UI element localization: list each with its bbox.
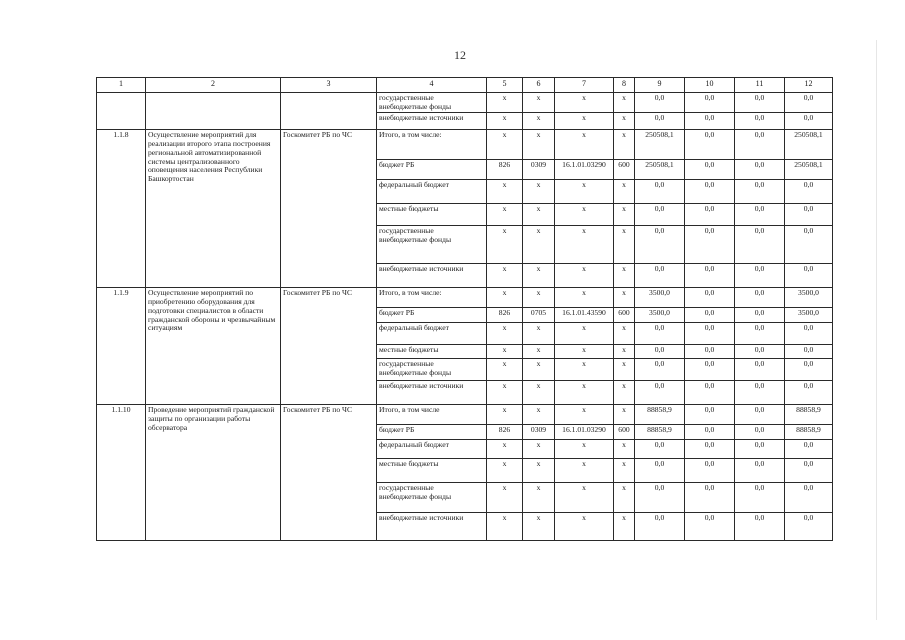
budget-table bbox=[96, 77, 833, 541]
value-cell-c9: 0,0 bbox=[635, 359, 685, 381]
value-cell-c7: х bbox=[555, 381, 614, 405]
funding-source-cell: федеральный бюджет bbox=[377, 323, 487, 345]
value-cell-c6: х bbox=[523, 130, 555, 160]
header-cell: 12 bbox=[785, 78, 833, 93]
measure-title-cell: Осуществление мероприятий для реализации второго этапа построения региональной автоматизированной системы централизованного оповещения населения Республики Башкортостан bbox=[146, 130, 281, 288]
value-cell-c8: 600 bbox=[614, 425, 635, 440]
measure-number-cell: 1.1.8 bbox=[97, 130, 146, 288]
value-cell-c9: 250508,1 bbox=[635, 160, 685, 180]
header-cell: 4 bbox=[377, 78, 487, 93]
header-cell: 7 bbox=[555, 78, 614, 93]
value-cell-c5: х bbox=[487, 459, 523, 483]
value-cell-c11: 0,0 bbox=[735, 405, 785, 425]
num-cell bbox=[97, 93, 146, 130]
table-row bbox=[97, 405, 833, 425]
executor-cell: Госкомитет РБ по ЧС bbox=[281, 288, 377, 405]
value-cell-c6: х bbox=[523, 113, 555, 130]
value-cell-c9: 88858,9 bbox=[635, 405, 685, 425]
value-cell-c11: 0,0 bbox=[735, 264, 785, 288]
value-cell-c7: х bbox=[555, 459, 614, 483]
value-cell-c12: 0,0 bbox=[785, 513, 833, 541]
value-cell-c11: 0,0 bbox=[735, 93, 785, 113]
value-cell-c7: х bbox=[555, 226, 614, 264]
value-cell-c7: х bbox=[555, 93, 614, 113]
value-cell-c9: 0,0 bbox=[635, 483, 685, 513]
value-cell-c5: х bbox=[487, 180, 523, 204]
title-cell bbox=[146, 93, 281, 130]
value-cell-c7: 16.1.01.03290 bbox=[555, 160, 614, 180]
value-cell-c6: х bbox=[523, 204, 555, 226]
value-cell-c12: 0,0 bbox=[785, 440, 833, 459]
value-cell-c10: 0,0 bbox=[685, 405, 735, 425]
value-cell-c5: х bbox=[487, 345, 523, 359]
value-cell-c10: 0,0 bbox=[685, 483, 735, 513]
value-cell-c12: 0,0 bbox=[785, 180, 833, 204]
value-cell-c12: 3500,0 bbox=[785, 308, 833, 323]
value-cell-c11: 0,0 bbox=[735, 288, 785, 308]
value-cell-c5: 826 bbox=[487, 425, 523, 440]
funding-source-cell: местные бюджеты bbox=[377, 459, 487, 483]
value-cell-c11: 0,0 bbox=[735, 180, 785, 204]
funding-source-cell: внебюджетные источники bbox=[377, 513, 487, 541]
value-cell-c6: х bbox=[523, 226, 555, 264]
value-cell-c9: 0,0 bbox=[635, 226, 685, 264]
value-cell-c9: 0,0 bbox=[635, 459, 685, 483]
value-cell-c11: 0,0 bbox=[735, 359, 785, 381]
value-cell-c12: 0,0 bbox=[785, 93, 833, 113]
page-number: 12 bbox=[454, 48, 466, 62]
value-cell-c12: 250508,1 bbox=[785, 130, 833, 160]
value-cell-c5: х bbox=[487, 113, 523, 130]
value-cell-c8: х bbox=[614, 204, 635, 226]
value-cell-c7: х bbox=[555, 113, 614, 130]
budget-table-container bbox=[96, 77, 832, 541]
executor-cell: Госкомитет РБ по ЧС bbox=[281, 405, 377, 541]
value-cell-c10: 0,0 bbox=[685, 93, 735, 113]
value-cell-c9: 0,0 bbox=[635, 513, 685, 541]
value-cell-c10: 0,0 bbox=[685, 180, 735, 204]
value-cell-c12: 3500,0 bbox=[785, 288, 833, 308]
value-cell-c6: х bbox=[523, 264, 555, 288]
value-cell-c8: х bbox=[614, 345, 635, 359]
value-cell-c8: х bbox=[614, 323, 635, 345]
value-cell-c8: х bbox=[614, 180, 635, 204]
value-cell-c8: х bbox=[614, 405, 635, 425]
value-cell-c12: 88858,9 bbox=[785, 425, 833, 440]
value-cell-c10: 0,0 bbox=[685, 113, 735, 130]
value-cell-c5: х bbox=[487, 93, 523, 113]
funding-source-cell: бюджет РБ bbox=[377, 160, 487, 180]
value-cell-c6: х bbox=[523, 345, 555, 359]
value-cell-c5: 826 bbox=[487, 308, 523, 323]
value-cell-c8: х bbox=[614, 381, 635, 405]
value-cell-c7: х bbox=[555, 483, 614, 513]
value-cell-c11: 0,0 bbox=[735, 483, 785, 513]
value-cell-c8: х bbox=[614, 288, 635, 308]
value-cell-c5: х bbox=[487, 405, 523, 425]
value-cell-c9: 0,0 bbox=[635, 93, 685, 113]
value-cell-c6: х bbox=[523, 323, 555, 345]
header-cell: 8 bbox=[614, 78, 635, 93]
funding-source-cell: государственные внебюджетные фонды bbox=[377, 226, 487, 264]
value-cell-c7: 16.1.01.03290 bbox=[555, 425, 614, 440]
funding-source-cell: местные бюджеты bbox=[377, 345, 487, 359]
value-cell-c9: 0,0 bbox=[635, 440, 685, 459]
value-cell-c6: х bbox=[523, 359, 555, 381]
value-cell-c7: х bbox=[555, 288, 614, 308]
funding-source-cell: бюджет РБ bbox=[377, 308, 487, 323]
funding-source-cell: внебюджетные источники bbox=[377, 113, 487, 130]
value-cell-c9: 88858,9 bbox=[635, 425, 685, 440]
value-cell-c12: 88858,9 bbox=[785, 405, 833, 425]
table-row bbox=[97, 130, 833, 160]
value-cell-c10: 0,0 bbox=[685, 440, 735, 459]
value-cell-c6: х bbox=[523, 288, 555, 308]
value-cell-c11: 0,0 bbox=[735, 204, 785, 226]
value-cell-c8: х bbox=[614, 483, 635, 513]
funding-source-cell: внебюджетные источники bbox=[377, 381, 487, 405]
value-cell-c7: х bbox=[555, 323, 614, 345]
value-cell-c5: х bbox=[487, 381, 523, 405]
value-cell-c11: 0,0 bbox=[735, 345, 785, 359]
scan-edge-line bbox=[876, 40, 877, 620]
header-cell: 5 bbox=[487, 78, 523, 93]
value-cell-c7: х bbox=[555, 204, 614, 226]
value-cell-c10: 0,0 bbox=[685, 459, 735, 483]
value-cell-c9: 3500,0 bbox=[635, 308, 685, 323]
value-cell-c9: 0,0 bbox=[635, 180, 685, 204]
value-cell-c11: 0,0 bbox=[735, 308, 785, 323]
value-cell-c12: 0,0 bbox=[785, 345, 833, 359]
value-cell-c8: х bbox=[614, 440, 635, 459]
funding-source-cell: федеральный бюджет bbox=[377, 180, 487, 204]
measure-number-cell: 1.1.9 bbox=[97, 288, 146, 405]
header-cell: 1 bbox=[97, 78, 146, 93]
value-cell-c5: х bbox=[487, 513, 523, 541]
value-cell-c6: 0309 bbox=[523, 425, 555, 440]
value-cell-c11: 0,0 bbox=[735, 113, 785, 130]
value-cell-c11: 0,0 bbox=[735, 323, 785, 345]
value-cell-c10: 0,0 bbox=[685, 323, 735, 345]
value-cell-c9: 0,0 bbox=[635, 323, 685, 345]
value-cell-c9: 250508,1 bbox=[635, 130, 685, 160]
header-cell: 11 bbox=[735, 78, 785, 93]
value-cell-c5: х bbox=[487, 359, 523, 381]
measure-number-cell: 1.1.10 bbox=[97, 405, 146, 541]
header-cell: 6 bbox=[523, 78, 555, 93]
value-cell-c10: 0,0 bbox=[685, 425, 735, 440]
value-cell-c5: х bbox=[487, 226, 523, 264]
header-cell: 9 bbox=[635, 78, 685, 93]
funding-source-cell: государственные внебюджетные фонды bbox=[377, 93, 487, 113]
value-cell-c10: 0,0 bbox=[685, 345, 735, 359]
value-cell-c12: 0,0 bbox=[785, 359, 833, 381]
value-cell-c10: 0,0 bbox=[685, 130, 735, 160]
value-cell-c9: 0,0 bbox=[635, 204, 685, 226]
measure-title-cell: Осуществление мероприятий по приобретению оборудования для подготовки специалистов в области гражданской обороны и чрезвычайным ситуациям bbox=[146, 288, 281, 405]
header-cell: 3 bbox=[281, 78, 377, 93]
value-cell-c11: 0,0 bbox=[735, 130, 785, 160]
table-row bbox=[97, 93, 833, 113]
value-cell-c5: х bbox=[487, 440, 523, 459]
value-cell-c5: х bbox=[487, 288, 523, 308]
value-cell-c9: 0,0 bbox=[635, 264, 685, 288]
value-cell-c11: 0,0 bbox=[735, 440, 785, 459]
value-cell-c5: х bbox=[487, 323, 523, 345]
value-cell-c5: 826 bbox=[487, 160, 523, 180]
value-cell-c10: 0,0 bbox=[685, 381, 735, 405]
funding-source-cell: местные бюджеты bbox=[377, 204, 487, 226]
value-cell-c12: 0,0 bbox=[785, 381, 833, 405]
value-cell-c9: 0,0 bbox=[635, 113, 685, 130]
budget-table-body bbox=[97, 78, 833, 541]
value-cell-c10: 0,0 bbox=[685, 513, 735, 541]
value-cell-c10: 0,0 bbox=[685, 308, 735, 323]
value-cell-c6: 0705 bbox=[523, 308, 555, 323]
value-cell-c8: х bbox=[614, 113, 635, 130]
header-cell: 2 bbox=[146, 78, 281, 93]
value-cell-c7: х bbox=[555, 130, 614, 160]
value-cell-c8: 600 bbox=[614, 308, 635, 323]
value-cell-c7: х bbox=[555, 345, 614, 359]
value-cell-c8: х bbox=[614, 459, 635, 483]
funding-source-cell: федеральный бюджет bbox=[377, 440, 487, 459]
executor-cell bbox=[281, 93, 377, 130]
value-cell-c10: 0,0 bbox=[685, 359, 735, 381]
value-cell-c11: 0,0 bbox=[735, 381, 785, 405]
value-cell-c8: х bbox=[614, 513, 635, 541]
value-cell-c8: х bbox=[614, 226, 635, 264]
value-cell-c6: х bbox=[523, 405, 555, 425]
value-cell-c10: 0,0 bbox=[685, 160, 735, 180]
value-cell-c6: х bbox=[523, 381, 555, 405]
header-cell: 10 bbox=[685, 78, 735, 93]
funding-source-cell: государственные внебюджетные фонды bbox=[377, 359, 487, 381]
funding-source-cell: Итого, в том числе: bbox=[377, 130, 487, 160]
value-cell-c11: 0,0 bbox=[735, 226, 785, 264]
value-cell-c5: х bbox=[487, 130, 523, 160]
value-cell-c7: х bbox=[555, 180, 614, 204]
value-cell-c8: х bbox=[614, 359, 635, 381]
funding-source-cell: Итого, в том числе bbox=[377, 405, 487, 425]
value-cell-c12: 0,0 bbox=[785, 323, 833, 345]
value-cell-c11: 0,0 bbox=[735, 513, 785, 541]
value-cell-c7: х bbox=[555, 405, 614, 425]
value-cell-c6: х bbox=[523, 459, 555, 483]
value-cell-c5: х bbox=[487, 483, 523, 513]
measure-title-cell: Проведение мероприятий гражданской защиты по организации работы обсерватора bbox=[146, 405, 281, 541]
value-cell-c9: 0,0 bbox=[635, 345, 685, 359]
funding-source-cell: Итого, в том числе: bbox=[377, 288, 487, 308]
value-cell-c5: х bbox=[487, 264, 523, 288]
table-row bbox=[97, 288, 833, 308]
value-cell-c11: 0,0 bbox=[735, 459, 785, 483]
value-cell-c12: 0,0 bbox=[785, 113, 833, 130]
funding-source-cell: государственные внебюджетные фонды bbox=[377, 483, 487, 513]
value-cell-c12: 0,0 bbox=[785, 264, 833, 288]
value-cell-c7: 16.1.01.43590 bbox=[555, 308, 614, 323]
value-cell-c6: х bbox=[523, 483, 555, 513]
value-cell-c10: 0,0 bbox=[685, 264, 735, 288]
value-cell-c12: 250508,1 bbox=[785, 160, 833, 180]
funding-source-cell: внебюджетные источники bbox=[377, 264, 487, 288]
value-cell-c9: 3500,0 bbox=[635, 288, 685, 308]
value-cell-c10: 0,0 bbox=[685, 226, 735, 264]
value-cell-c12: 0,0 bbox=[785, 226, 833, 264]
value-cell-c8: х bbox=[614, 130, 635, 160]
funding-source-cell: бюджет РБ bbox=[377, 425, 487, 440]
value-cell-c8: х bbox=[614, 93, 635, 113]
value-cell-c7: х bbox=[555, 359, 614, 381]
value-cell-c6: х bbox=[523, 513, 555, 541]
value-cell-c9: 0,0 bbox=[635, 381, 685, 405]
value-cell-c8: 600 bbox=[614, 160, 635, 180]
value-cell-c6: х bbox=[523, 93, 555, 113]
value-cell-c11: 0,0 bbox=[735, 425, 785, 440]
value-cell-c12: 0,0 bbox=[785, 483, 833, 513]
value-cell-c10: 0,0 bbox=[685, 288, 735, 308]
value-cell-c5: х bbox=[487, 204, 523, 226]
value-cell-c7: х bbox=[555, 513, 614, 541]
value-cell-c11: 0,0 bbox=[735, 160, 785, 180]
value-cell-c6: х bbox=[523, 180, 555, 204]
value-cell-c8: х bbox=[614, 264, 635, 288]
value-cell-c12: 0,0 bbox=[785, 204, 833, 226]
value-cell-c10: 0,0 bbox=[685, 204, 735, 226]
table-header-row bbox=[97, 78, 833, 93]
value-cell-c7: х bbox=[555, 440, 614, 459]
value-cell-c6: х bbox=[523, 440, 555, 459]
value-cell-c7: х bbox=[555, 264, 614, 288]
executor-cell: Госкомитет РБ по ЧС bbox=[281, 130, 377, 288]
value-cell-c6: 0309 bbox=[523, 160, 555, 180]
value-cell-c12: 0,0 bbox=[785, 459, 833, 483]
